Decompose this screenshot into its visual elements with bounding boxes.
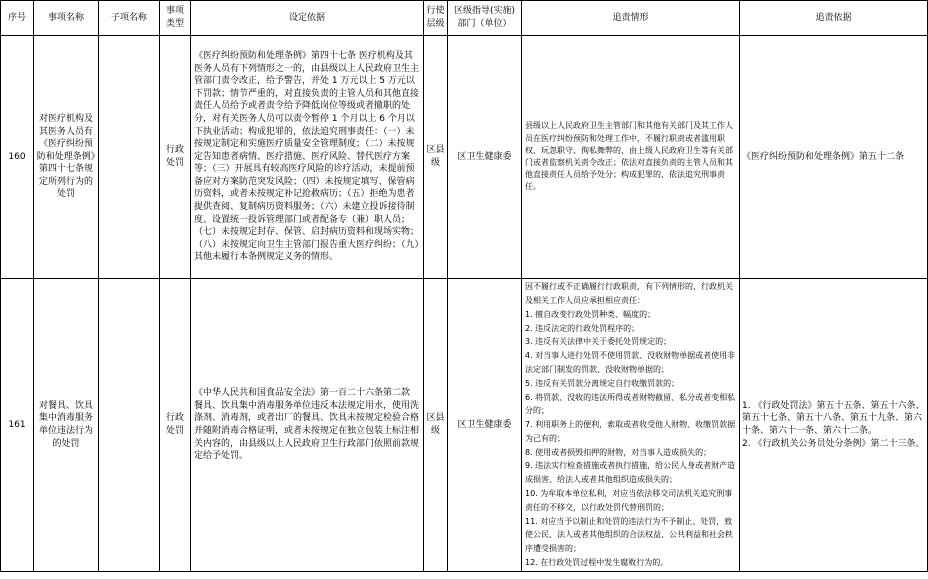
row-accountability-situation: 县级以上人民政府卫生主管部门和其他有关部门及其工作人员在医疗纠纷预防和处理工作中，不履行职责或者滥用职权、玩忽职守、徇私舞弊的，由上级人民政府卫生等有关部门或者监察机关责令改正；依法对直接负责的主管人员和其他直接责任人员给予处分；构成犯罪的，依法追究刑事责任。: [522, 36, 740, 279]
situation-line: 5. 违反有关罚款分离规定自行收缴罚款的；: [525, 378, 680, 388]
basis-line: 2. 《行政机关公务员处分条例》第二十三条。: [742, 438, 925, 449]
situation-line: 因不履行或不正确履行行政职责，有下列情形的，行政机关及相关工作人员应承担相应责任：: [525, 282, 733, 305]
row-seq: 160: [1, 36, 34, 279]
situation-line: 8. 使用或者损毁扣押的财物，对当事人造成损失的；: [525, 447, 712, 457]
header-level: 行使层级: [424, 1, 448, 36]
situation-line: 11. 对应当予以制止和处罚的违法行为不予制止、处罚，致使公民、法人或者其他组织的合法权益、公共利益和社会秩序遭受损害的；: [525, 516, 733, 554]
situation-line: 12. 在行政处罚过程中发生腐败行为的。: [525, 558, 669, 568]
row-seq: 161: [1, 279, 34, 572]
header-accountability-basis: 追责依据: [740, 1, 928, 36]
situation-line: 6. 将罚款、没收的违法所得或者财物截留、私分或者变相私分的；: [525, 392, 736, 416]
situation-line: 4. 对当事人进行处罚不使用罚款、没收财物单据或者使用非法定部门制发的罚款、没收财物单据的；: [525, 351, 736, 374]
table-header-row: [1, 1, 928, 36]
situation-line: 2. 违反法定的行政处罚程序的；: [525, 323, 640, 333]
row-item-type: 行政处罚: [160, 279, 191, 572]
table-row: [1, 279, 928, 572]
row-item-name: 对医疗机构及其医务人员有《医疗纠纷预防和处理条例》第四十七条规定所列行为的处罚: [34, 36, 99, 279]
header-item-name: 事项名称: [34, 1, 99, 36]
row-sub-item-name: [99, 36, 160, 279]
row-item-type: 行政处罚: [160, 36, 191, 279]
table-row: [1, 36, 928, 279]
header-accountability-situation: 追责情形: [522, 1, 740, 36]
basis-line: 1. 《行政处罚法》第五十五条、第五十六条、第五十七条、第五十八条、第五十九条、第六十条、第六十一条、第六十二条。: [742, 400, 925, 436]
header-sub-item-name: 子项名称: [99, 1, 160, 36]
situation-line: 10. 为牟取本单位私利，对应当依法移交司法机关追究刑事责任的不移交，以行政处罚代替刑罚的；: [525, 489, 733, 512]
row-district-unit: 区卫生健康委: [448, 36, 522, 279]
situation-line: 9. 违法实行检查措施或者执行措施，给公民人身或者财产造成损害、给法人或者其他组织造成损失的；: [525, 461, 736, 485]
situation-line: 3. 违反有关法律中关于委托处罚规定的；: [525, 337, 672, 347]
row-level: 区县级: [424, 279, 448, 572]
row-sub-item-name: [99, 279, 160, 572]
header-seq: 序号: [1, 1, 34, 36]
header-basis: 设定依据: [191, 1, 424, 36]
row-item-name: 对餐具、饮具集中消毒服务单位违法行为的处罚: [34, 279, 99, 572]
row-basis: 《医疗纠纷预防和处理条例》第四十七条 医疗机构及其医务人员有下列情形之一的，由县级以上人民政府卫生主管部门责令改正，给予警告，并处 1 万元以上 5 万元以下罚款；情节严重的，对直接负责的主管人员和其他直接责任人员给予或者责令给予降低岗位等级或者撤职的处分，对有关医务人员可以责令暂停 1 个月以上 6 个月以下执业活动；构成犯罪的，依法追究刑事责任：（一）未按规定制定和实施医疗质量安全管理制度；（二）未按规定告知患者病情、医疗措施、医疗风险、替代医疗方案等；（三）开展具有较高医疗风险的诊疗活动，未提前预备应对方案防范突发风险；（四）未按规定填写、保管病历资料，或者未按规定补记抢救病历；（五）拒绝为患者提供查阅、复制病历资料服务；（六）未建立投诉接待制度、设置统一投诉管理部门或者配备专（兼）职人员；（七）未按规定封存、保管、启封病历资料和现场实物；（八）未按规定向卫生主管部门报告重大医疗纠纷；（九）其他未履行本条例规定义务的情形。: [191, 36, 424, 279]
situation-line: 7. 利用职务上的便利，索取或者收受他人财物、收缴罚款据为己有的；: [525, 420, 736, 443]
row-accountability-basis: [740, 279, 928, 572]
row-district-unit: 区卫生健康委: [448, 279, 522, 572]
header-district-unit: 区级指导(实施)部门（单位）: [448, 1, 522, 36]
header-item-type: 事项类型: [160, 1, 191, 36]
row-level: 区县级: [424, 36, 448, 279]
situation-line: 1. 擅自改变行政处罚种类、幅度的；: [525, 309, 656, 319]
row-accountability-situation: [522, 279, 740, 572]
row-basis: 《中华人民共和国食品安全法》第一百二十六条第二款 餐具、饮具集中消毒服务单位违反本法规定用水，使用洗涤剂、消毒剂，或者出厂的餐具、饮具未按规定检验合格并随附消毒合格证明，或者未按规定在独立包装上标注相关内容的，由县级以上人民政府卫生行政部门依照前款规定给予处罚。: [191, 279, 424, 572]
row-accountability-basis: 《医疗纠纷预防和处理条例》第五十二条: [740, 36, 928, 279]
